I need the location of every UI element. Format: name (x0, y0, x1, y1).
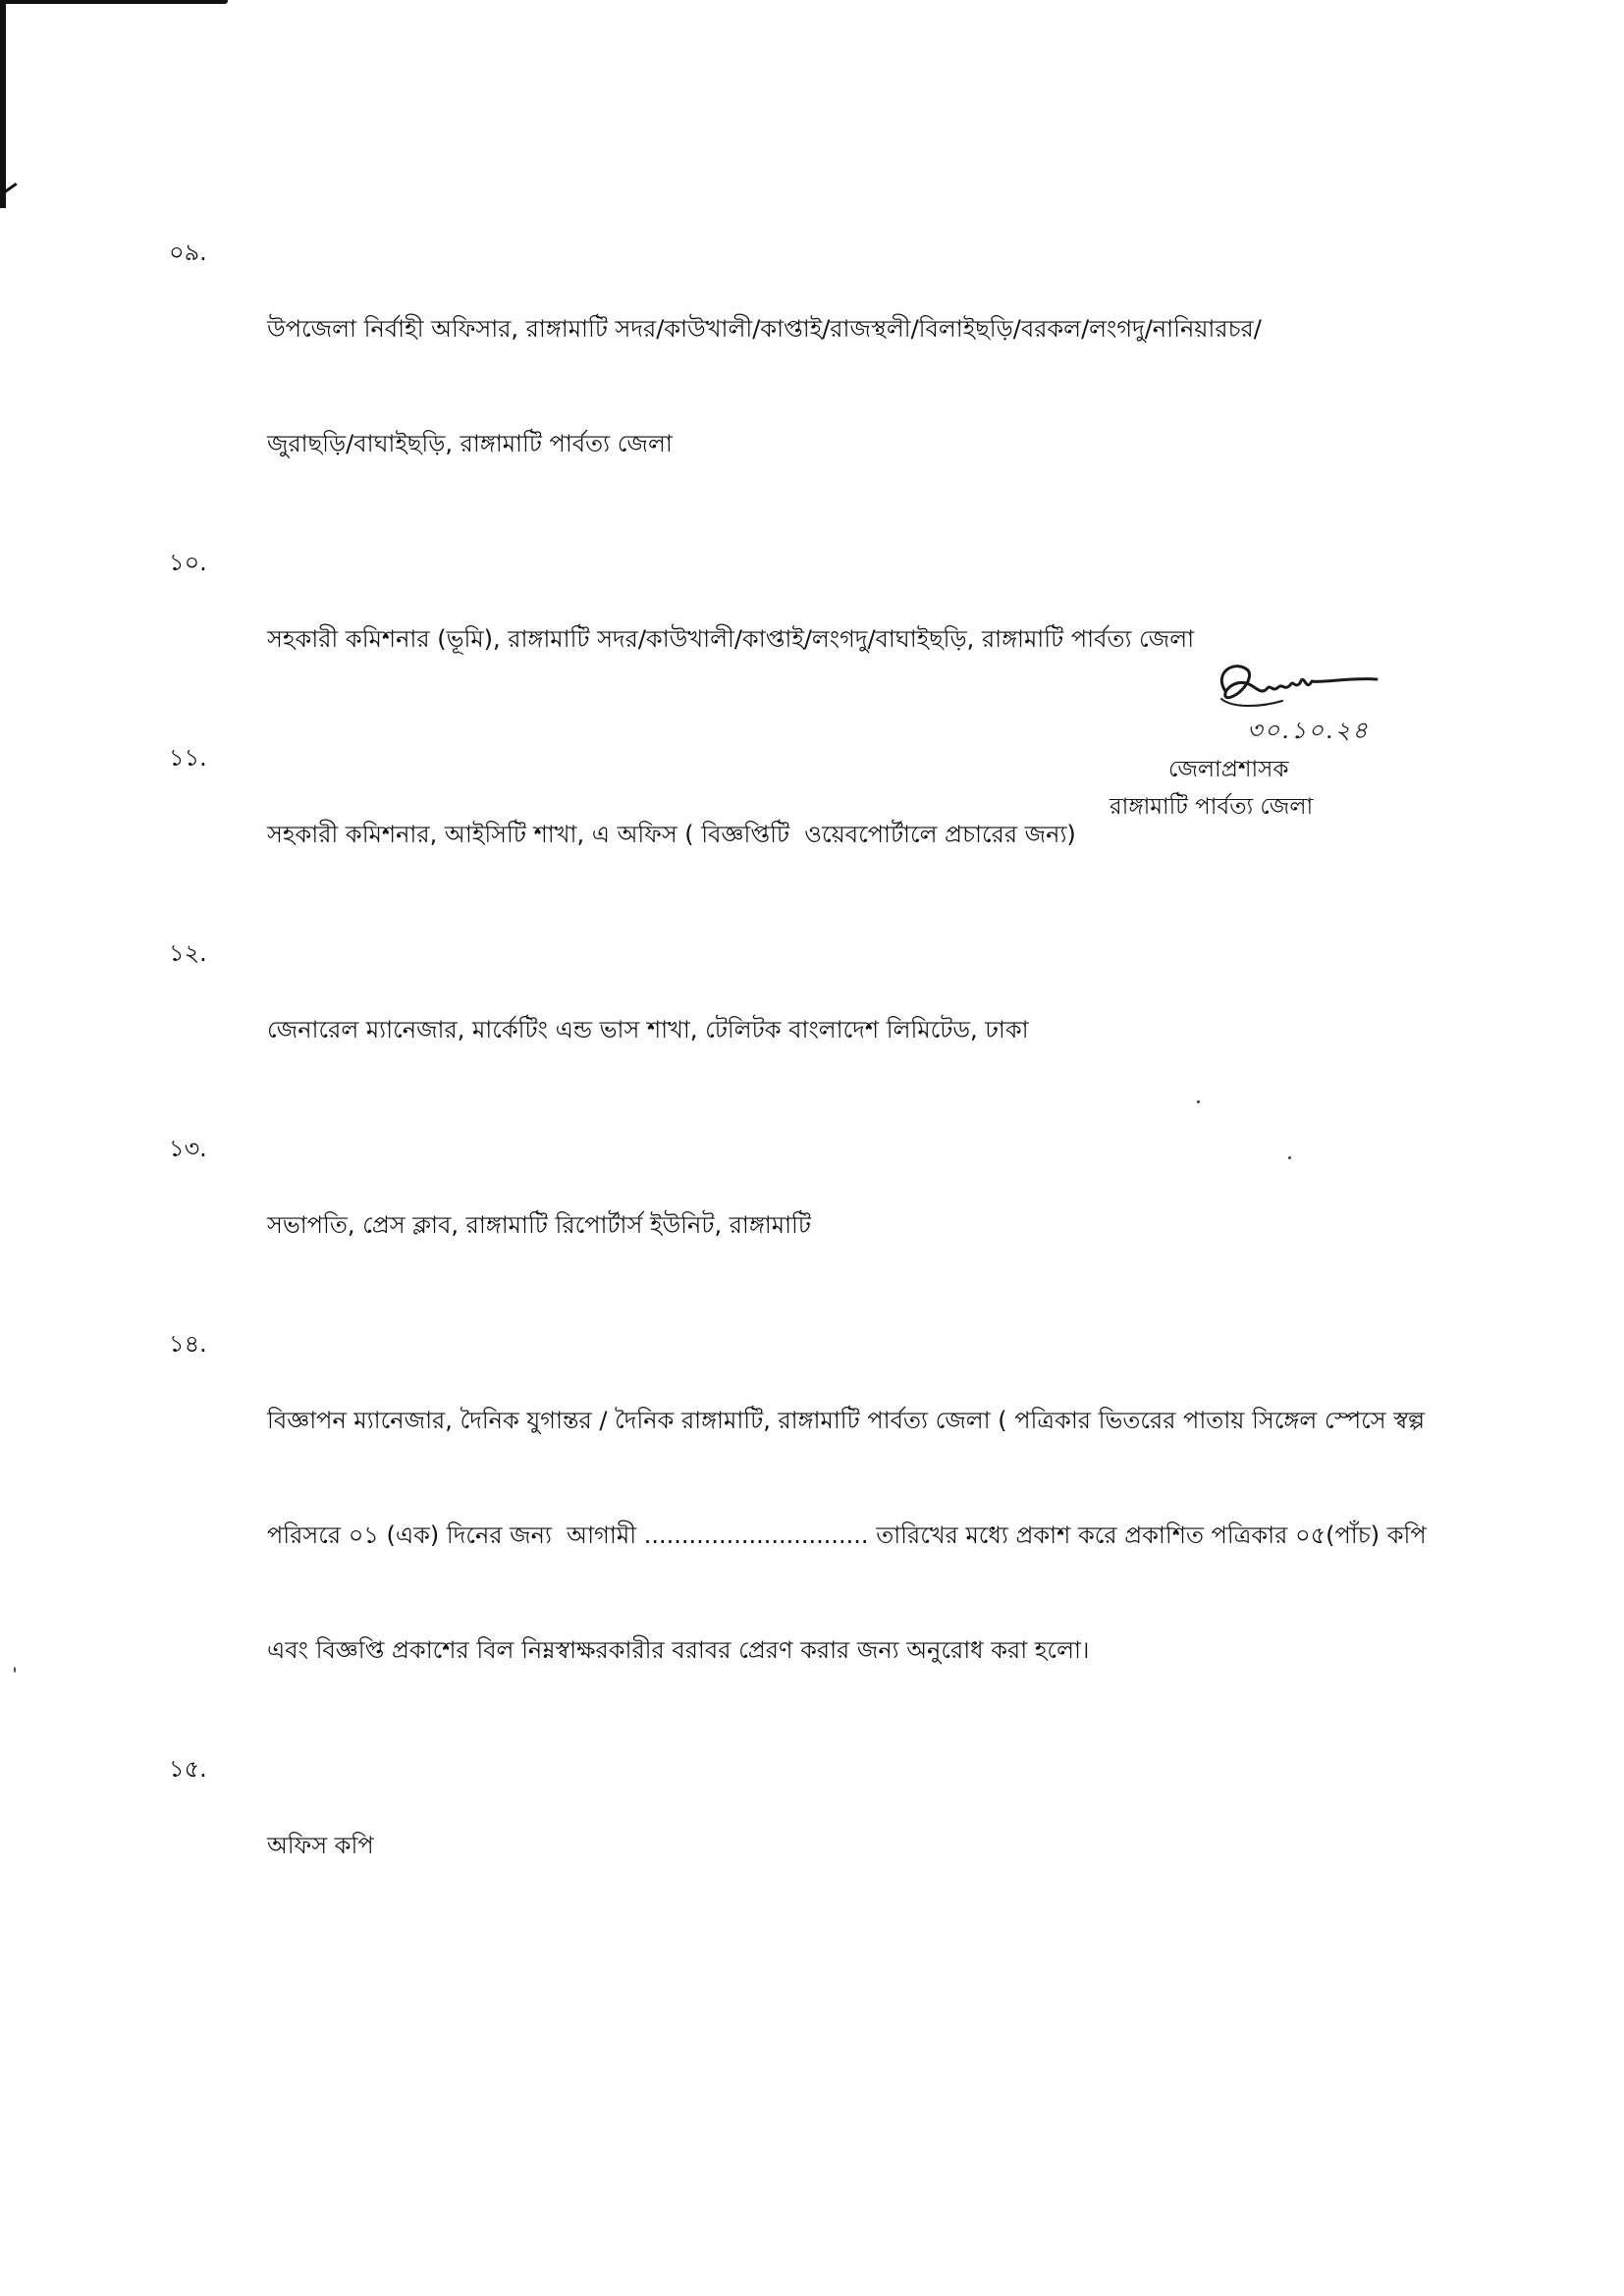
scan-edge-mark-top (0, 0, 228, 4)
item-line: জেনারেল ম্যানেজার, মার্কেটিং এন্ড ভাস শাখা, টেলিটক বাংলাদেশ লিমিটেড, ঢাকা (267, 1016, 1029, 1043)
list-item (169, 934, 1524, 1126)
signatory-title: জেলাপ্রশাসক (1168, 757, 1289, 782)
item-line: পরিসরে ০১ (এক) দিনের জন্য আগামী .............................. তারিখের মধ্যে প্রকাশ করে প্রকাশিত পত্রিকার ০৫(পাঁচ) কপি (267, 1522, 1427, 1549)
item-text (267, 1130, 1524, 1321)
list-item (169, 1325, 1524, 1746)
item-text (267, 1325, 1524, 1746)
scan-edge-mark-left (0, 0, 6, 208)
scan-speck (1197, 1100, 1200, 1103)
item-number: ১৩. (169, 1135, 207, 1162)
item-line: জুরাছড়ি/বাঘাইছড়ি, রাঙ্গামাটি পার্বত্য জেলা (267, 430, 673, 457)
item-line: সহকারী কমিশনার, আইসিটি শাখা, এ অফিস ( বিজ্ঞপ্তিটি ওয়েবপোর্টালে প্রচারের জন্য) (267, 821, 1076, 848)
item-number: ১২. (169, 939, 207, 967)
list-item (169, 234, 1524, 540)
item-number: ১১. (169, 744, 207, 772)
item-text (267, 234, 1524, 540)
scan-speck (14, 1667, 16, 1673)
item-number: ১৪. (169, 1330, 207, 1358)
item-text (267, 934, 1524, 1126)
signatory-office: রাঙ্গামাটি পার্বত্য জেলা (1110, 794, 1314, 820)
item-text (267, 1750, 1524, 1942)
distribution-list (169, 234, 1524, 1946)
item-line: সভাপতি, প্রেস ক্লাব, রাঙ্গামাটি রিপোর্টার্স ইউনিট, রাঙ্গামাটি (267, 1211, 811, 1239)
signature-date: ৩০.১০.২৪ (1247, 717, 1370, 744)
item-number: ১০. (169, 549, 207, 576)
item-line: অফিস কপি (267, 1832, 374, 1859)
item-line: এবং বিজ্ঞপ্তি প্রকাশের বিল নিম্নস্বাক্ষরকারীর বরাবর প্রেরণ করার জন্য অনুরোধ করা হলো। (267, 1636, 1090, 1664)
item-number: ১৫. (169, 1755, 207, 1783)
list-item (169, 1750, 1524, 1942)
item-number: ০৯. (169, 239, 207, 266)
item-line: উপজেলা নির্বাহী অফিসার, রাঙ্গামাটি সদর/কাউখালী/কাপ্তাই/রাজস্থলী/বিলাইছড়ি/বরকল/লংগদু/নানিয়ারচর/ (267, 315, 1262, 343)
item-line: বিজ্ঞাপন ম্যানেজার, দৈনিক যুগান্তর / দৈনিক রাঙ্গামাটি, রাঙ্গামাটি পার্বত্য জেলা ( পত্রিকার ভিতরের পাতায় সিঙ্গেল স্পেসে স্বল্প (267, 1407, 1425, 1434)
signature-block (1090, 654, 1404, 830)
list-item (169, 1130, 1524, 1321)
item-line: সহকারী কমিশনার (ভূমি), রাঙ্গামাটি সদর/কাউখালী/কাপ্তাই/লংগদু/বাঘাইছড়ি, রাঙ্গামাটি পার্বত্য জেলা (267, 625, 1195, 653)
scan-speck (1288, 1156, 1291, 1159)
